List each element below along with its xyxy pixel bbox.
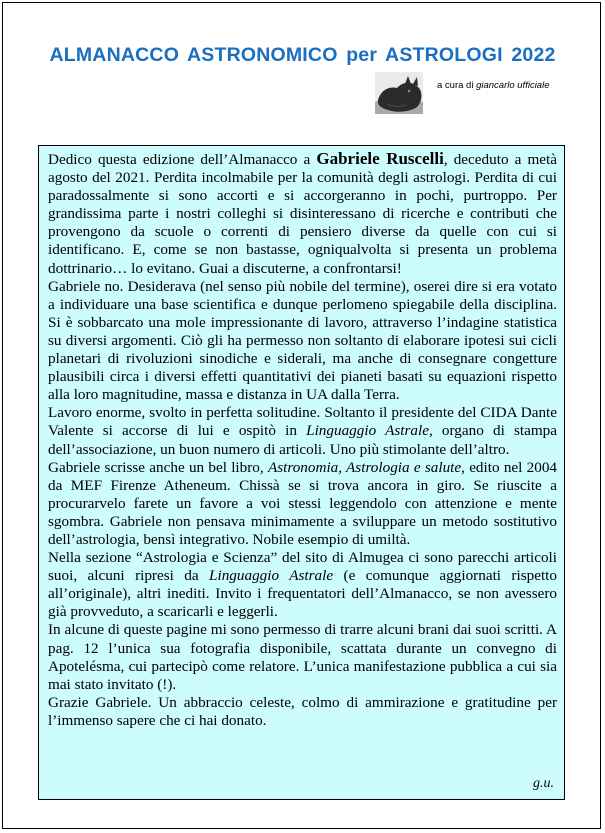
book-title: Astronomia, Astrologia e salute bbox=[267, 458, 462, 476]
curator-name: giancarlo ufficiale bbox=[476, 80, 550, 91]
dedication-text bbox=[48, 150, 557, 730]
curator-prefix: a cura di bbox=[437, 80, 477, 91]
signature: g.u. bbox=[533, 776, 554, 791]
dedication-paragraph-2: Gabriele no. Desiderava (nel senso più nobile del termine), oserei dire si era votato a individuare una base scientifica e dunque perlomeno spiegabile della disciplina. Si è sobbarcato una mole impressionante di lavoro, attraverso l’indagine statistica su diversi argomenti. Ciò gli ha permesso non soltanto di elaborare ipotesi sui cicli planetari di rivoluzioni sinodiche e siderali, ma anche di consegnare congetture plausibili circa i diversi effetti quantitativi dei pianeti basati su equazioni rispetto alla loro magnitudine, massa e distanza in UA dalla Terra. bbox=[48, 277, 557, 404]
text-run: Nella sezione “Astrologia e Scienza” del sito di Almugea ci sono parecchi articoli suoi, alcuni ripresi da bbox=[48, 549, 557, 585]
curator-photo bbox=[375, 72, 423, 114]
dedication-paragraph-7: Grazie Gabriele. Un abbraccio celeste, colmo di ammirazione e gratitudine per l’immenso sapere che ci hai donato. bbox=[48, 693, 557, 729]
dedication-paragraph-3 bbox=[48, 404, 557, 458]
curator-credit bbox=[437, 80, 549, 91]
dedication-box bbox=[38, 145, 565, 800]
text-run: , deceduto a metà agosto del 2021. Perdita incolmabile per la comunità degli astrologi. Perdita di cui paradossalmente si sono accorti e si accorgeranno in pochi, purtroppo. Per grandissima parte i nostri colleghi si disinteressano di ricerche e contributi che provengono da scuole o correnti di pensiero diverse da quelle con cui si identificano. E, come se non bastasse, ogniqualvolta si presenta un problema dottrinario… lo evitano. Guai a discuterne, a confrontarsi! bbox=[48, 151, 558, 277]
text-run: Gabriele scrisse anche un bel libro, bbox=[48, 458, 268, 476]
text-run: Lavoro enorme, svolto in perfetta solitudine. Soltanto il presidente del CIDA Dante Valente si accorse di lui e ospitò in bbox=[48, 404, 557, 440]
dedication-paragraph-6: In alcune di queste pagine mi sono permesso di trarre alcuni brani dai suoi scritti. A pag. 12 l’unica sua fotografia disponibile, scattata durante un convegno di Apotelésma, cui partecipò come relatore. L’unica manifestazione pubblica a cui sia mai stato invitato (!). bbox=[48, 621, 557, 693]
dedication-paragraph-1 bbox=[48, 150, 557, 278]
dedicatee-name: Gabriele Ruscelli bbox=[316, 149, 444, 168]
text-run: (e comunque aggiornati rispetto all’originale), altri inediti. Invito i frequentatori dell’Almanacco, se non avessero già provveduto, a scaricarli e leggerli. bbox=[48, 567, 557, 621]
dedication-paragraph-5 bbox=[48, 549, 557, 621]
dedication-paragraph-4 bbox=[48, 459, 557, 549]
journal-title: Linguaggio Astrale bbox=[209, 567, 334, 585]
journal-title: Linguaggio Astrale bbox=[306, 422, 429, 440]
text-run: , edito nel 2004 da MEF Firenze Atheneum. Chissà se si trova ancora in giro. Se riuscite a procurarvelo farete un favore a voi stessi leggendolo con attenzione e mente sgombra. Gabriele non pensava minimamente a sviluppare un metodo sostitutivo dell’astrologia, bensì integrativo. Nobile esempio di umiltà. bbox=[48, 458, 558, 548]
text-run: , organo di stampa dell’associazione, un buon numero di articoli. Uno più stimolante dell’altro. bbox=[48, 422, 558, 458]
text-run: Dedico questa edizione dell’Almanacco a bbox=[48, 151, 317, 168]
page-title: ALMANACCO ASTRONOMICO per ASTROLOGI 2022 bbox=[49, 44, 556, 66]
